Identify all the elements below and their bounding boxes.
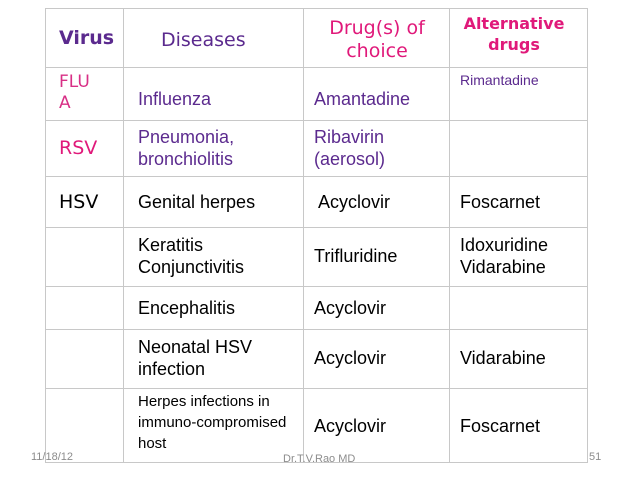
footer-page-number: 51 bbox=[589, 451, 602, 463]
disease-cell bbox=[124, 177, 304, 228]
alt-label: Rimantadine bbox=[460, 72, 539, 88]
table-header-row bbox=[46, 9, 588, 68]
disease-cell bbox=[124, 68, 304, 121]
drug-cell bbox=[304, 177, 450, 228]
table-row bbox=[46, 68, 588, 121]
alt-cell bbox=[450, 330, 588, 389]
footer-date: 11/18/12 bbox=[31, 451, 74, 463]
alt-cell bbox=[450, 121, 588, 177]
table-row bbox=[46, 177, 588, 228]
virus-cell bbox=[46, 287, 124, 330]
drug-label: Amantadine bbox=[314, 89, 411, 109]
alt-cell bbox=[450, 287, 588, 330]
table-row bbox=[46, 330, 588, 389]
drug-label: Acyclovir bbox=[318, 192, 391, 212]
disease-label: Keratitis Conjunctivitis bbox=[138, 235, 245, 277]
alt-cell bbox=[450, 228, 588, 287]
drug-table bbox=[45, 8, 588, 463]
disease-label: Influenza bbox=[138, 89, 212, 109]
drug-cell bbox=[304, 68, 450, 121]
disease-cell bbox=[124, 330, 304, 389]
table-row bbox=[46, 121, 588, 177]
header-alternative-drugs: Alternative drugs bbox=[463, 14, 565, 54]
table-row bbox=[46, 287, 588, 330]
alt-label: Idoxuridine Vidarabine bbox=[460, 235, 549, 277]
header-diseases: Diseases bbox=[161, 29, 246, 51]
drug-cell bbox=[304, 330, 450, 389]
virus-cell bbox=[46, 121, 124, 177]
drug-label: Acyclovir bbox=[314, 348, 387, 368]
header-alternative-cell bbox=[450, 9, 588, 68]
alt-cell bbox=[450, 389, 588, 463]
disease-label: Encephalitis bbox=[138, 298, 236, 318]
virus-cell bbox=[46, 330, 124, 389]
drug-cell bbox=[304, 228, 450, 287]
drug-label: Ribavirin (aerosol) bbox=[314, 127, 386, 169]
virus-label: HSV bbox=[59, 191, 99, 213]
header-drug-of-choice: Drug(s) of choice bbox=[329, 17, 425, 62]
header-virus: Virus bbox=[59, 27, 115, 49]
drug-cell bbox=[304, 121, 450, 177]
table-row bbox=[46, 389, 588, 463]
header-diseases-cell bbox=[124, 9, 304, 68]
footer-author: Dr.T.V.Rao MD bbox=[283, 453, 356, 465]
disease-cell bbox=[124, 228, 304, 287]
drug-label: Trifluridine bbox=[314, 246, 398, 266]
drug-label: Acyclovir bbox=[314, 298, 387, 318]
alt-label: Foscarnet bbox=[460, 192, 541, 212]
virus-cell bbox=[46, 228, 124, 287]
alt-label: Foscarnet bbox=[460, 416, 541, 436]
virus-cell bbox=[46, 177, 124, 228]
disease-label: Pneumonia, bronchiolitis bbox=[138, 127, 235, 169]
table-row bbox=[46, 228, 588, 287]
drug-cell bbox=[304, 389, 450, 463]
header-virus-cell bbox=[46, 9, 124, 68]
alt-label: Vidarabine bbox=[460, 348, 546, 368]
disease-label: Genital herpes bbox=[138, 192, 256, 212]
virus-label: RSV bbox=[59, 137, 98, 159]
header-drug-cell bbox=[304, 9, 450, 68]
virus-label: FLU A bbox=[59, 72, 90, 113]
drug-label: Acyclovir bbox=[314, 416, 387, 436]
virus-cell bbox=[46, 68, 124, 121]
disease-label: Neonatal HSV infection bbox=[138, 337, 253, 379]
disease-cell bbox=[124, 389, 304, 463]
disease-label: Herpes infections in immuno-compromised host bbox=[138, 393, 287, 452]
disease-cell bbox=[124, 121, 304, 177]
alt-cell bbox=[450, 177, 588, 228]
disease-cell bbox=[124, 287, 304, 330]
alt-cell bbox=[450, 68, 588, 121]
drug-cell bbox=[304, 287, 450, 330]
